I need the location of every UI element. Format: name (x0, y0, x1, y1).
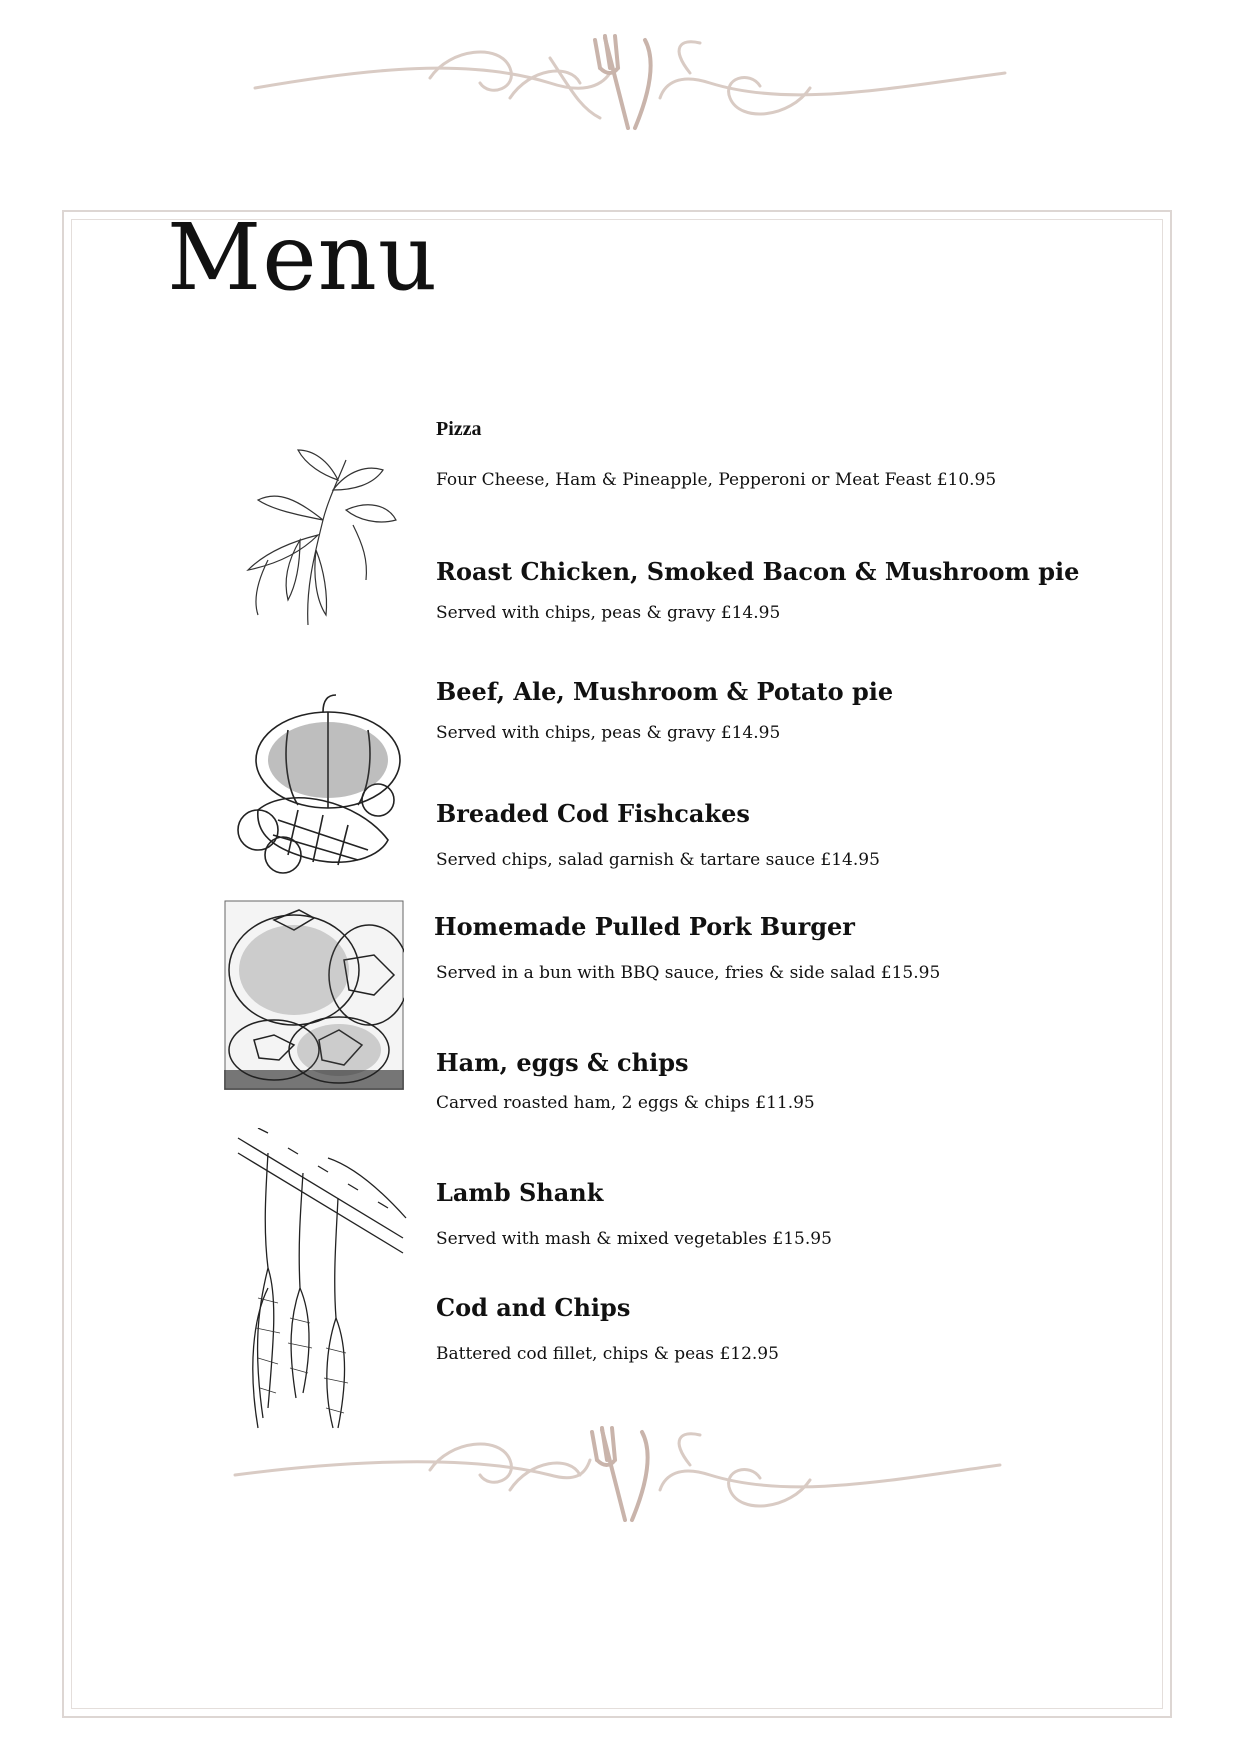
sliced-tomatoes-illustration (224, 900, 404, 1090)
pumpkin-corn-vegetables-illustration (228, 690, 410, 890)
dish-description-cod-and-chips: Battered cod fillet, chips & peas £12.95 (436, 1344, 779, 1364)
dish-name-ham-eggs-chips: Ham, eggs & chips (436, 1048, 689, 1077)
dish-name-pizza: Pizza (436, 418, 482, 440)
dish-description-pizza: Four Cheese, Ham & Pineapple, Pepperoni or Meat Feast £10.95 (436, 470, 997, 490)
dish-description-roast-chicken-pie: Served with chips, peas & gravy £14.95 (436, 603, 781, 623)
chili-pepper-plant-illustration (228, 440, 398, 630)
dish-name-lamb-shank: Lamb Shank (436, 1178, 604, 1207)
top-flourish-ornament (250, 28, 1010, 148)
dish-description-lamb-shank: Served with mash & mixed vegetables £15.95 (436, 1229, 832, 1249)
dish-description-beef-ale-pie: Served with chips, peas & gravy £14.95 (436, 723, 781, 743)
page-title: Menu (167, 204, 439, 311)
dish-name-breaded-cod-fishcakes: Breaded Cod Fishcakes (436, 799, 750, 828)
dish-description-ham-eggs-chips: Carved roasted ham, 2 eggs & chips £11.95 (436, 1093, 815, 1113)
hanging-dried-herbs-illustration (228, 1128, 410, 1438)
dish-description-breaded-cod-fishcakes: Served chips, salad garnish & tartare sauce £14.95 (436, 850, 880, 870)
dish-name-roast-chicken-pie: Roast Chicken, Smoked Bacon & Mushroom pie (436, 557, 1080, 586)
dish-name-beef-ale-pie: Beef, Ale, Mushroom & Potato pie (436, 677, 894, 706)
dish-name-pulled-pork-burger: Homemade Pulled Pork Burger (434, 912, 855, 941)
dish-name-cod-and-chips: Cod and Chips (436, 1293, 631, 1322)
dish-description-pulled-pork-burger: Served in a bun with BBQ sauce, fries & side salad £15.95 (436, 963, 941, 983)
